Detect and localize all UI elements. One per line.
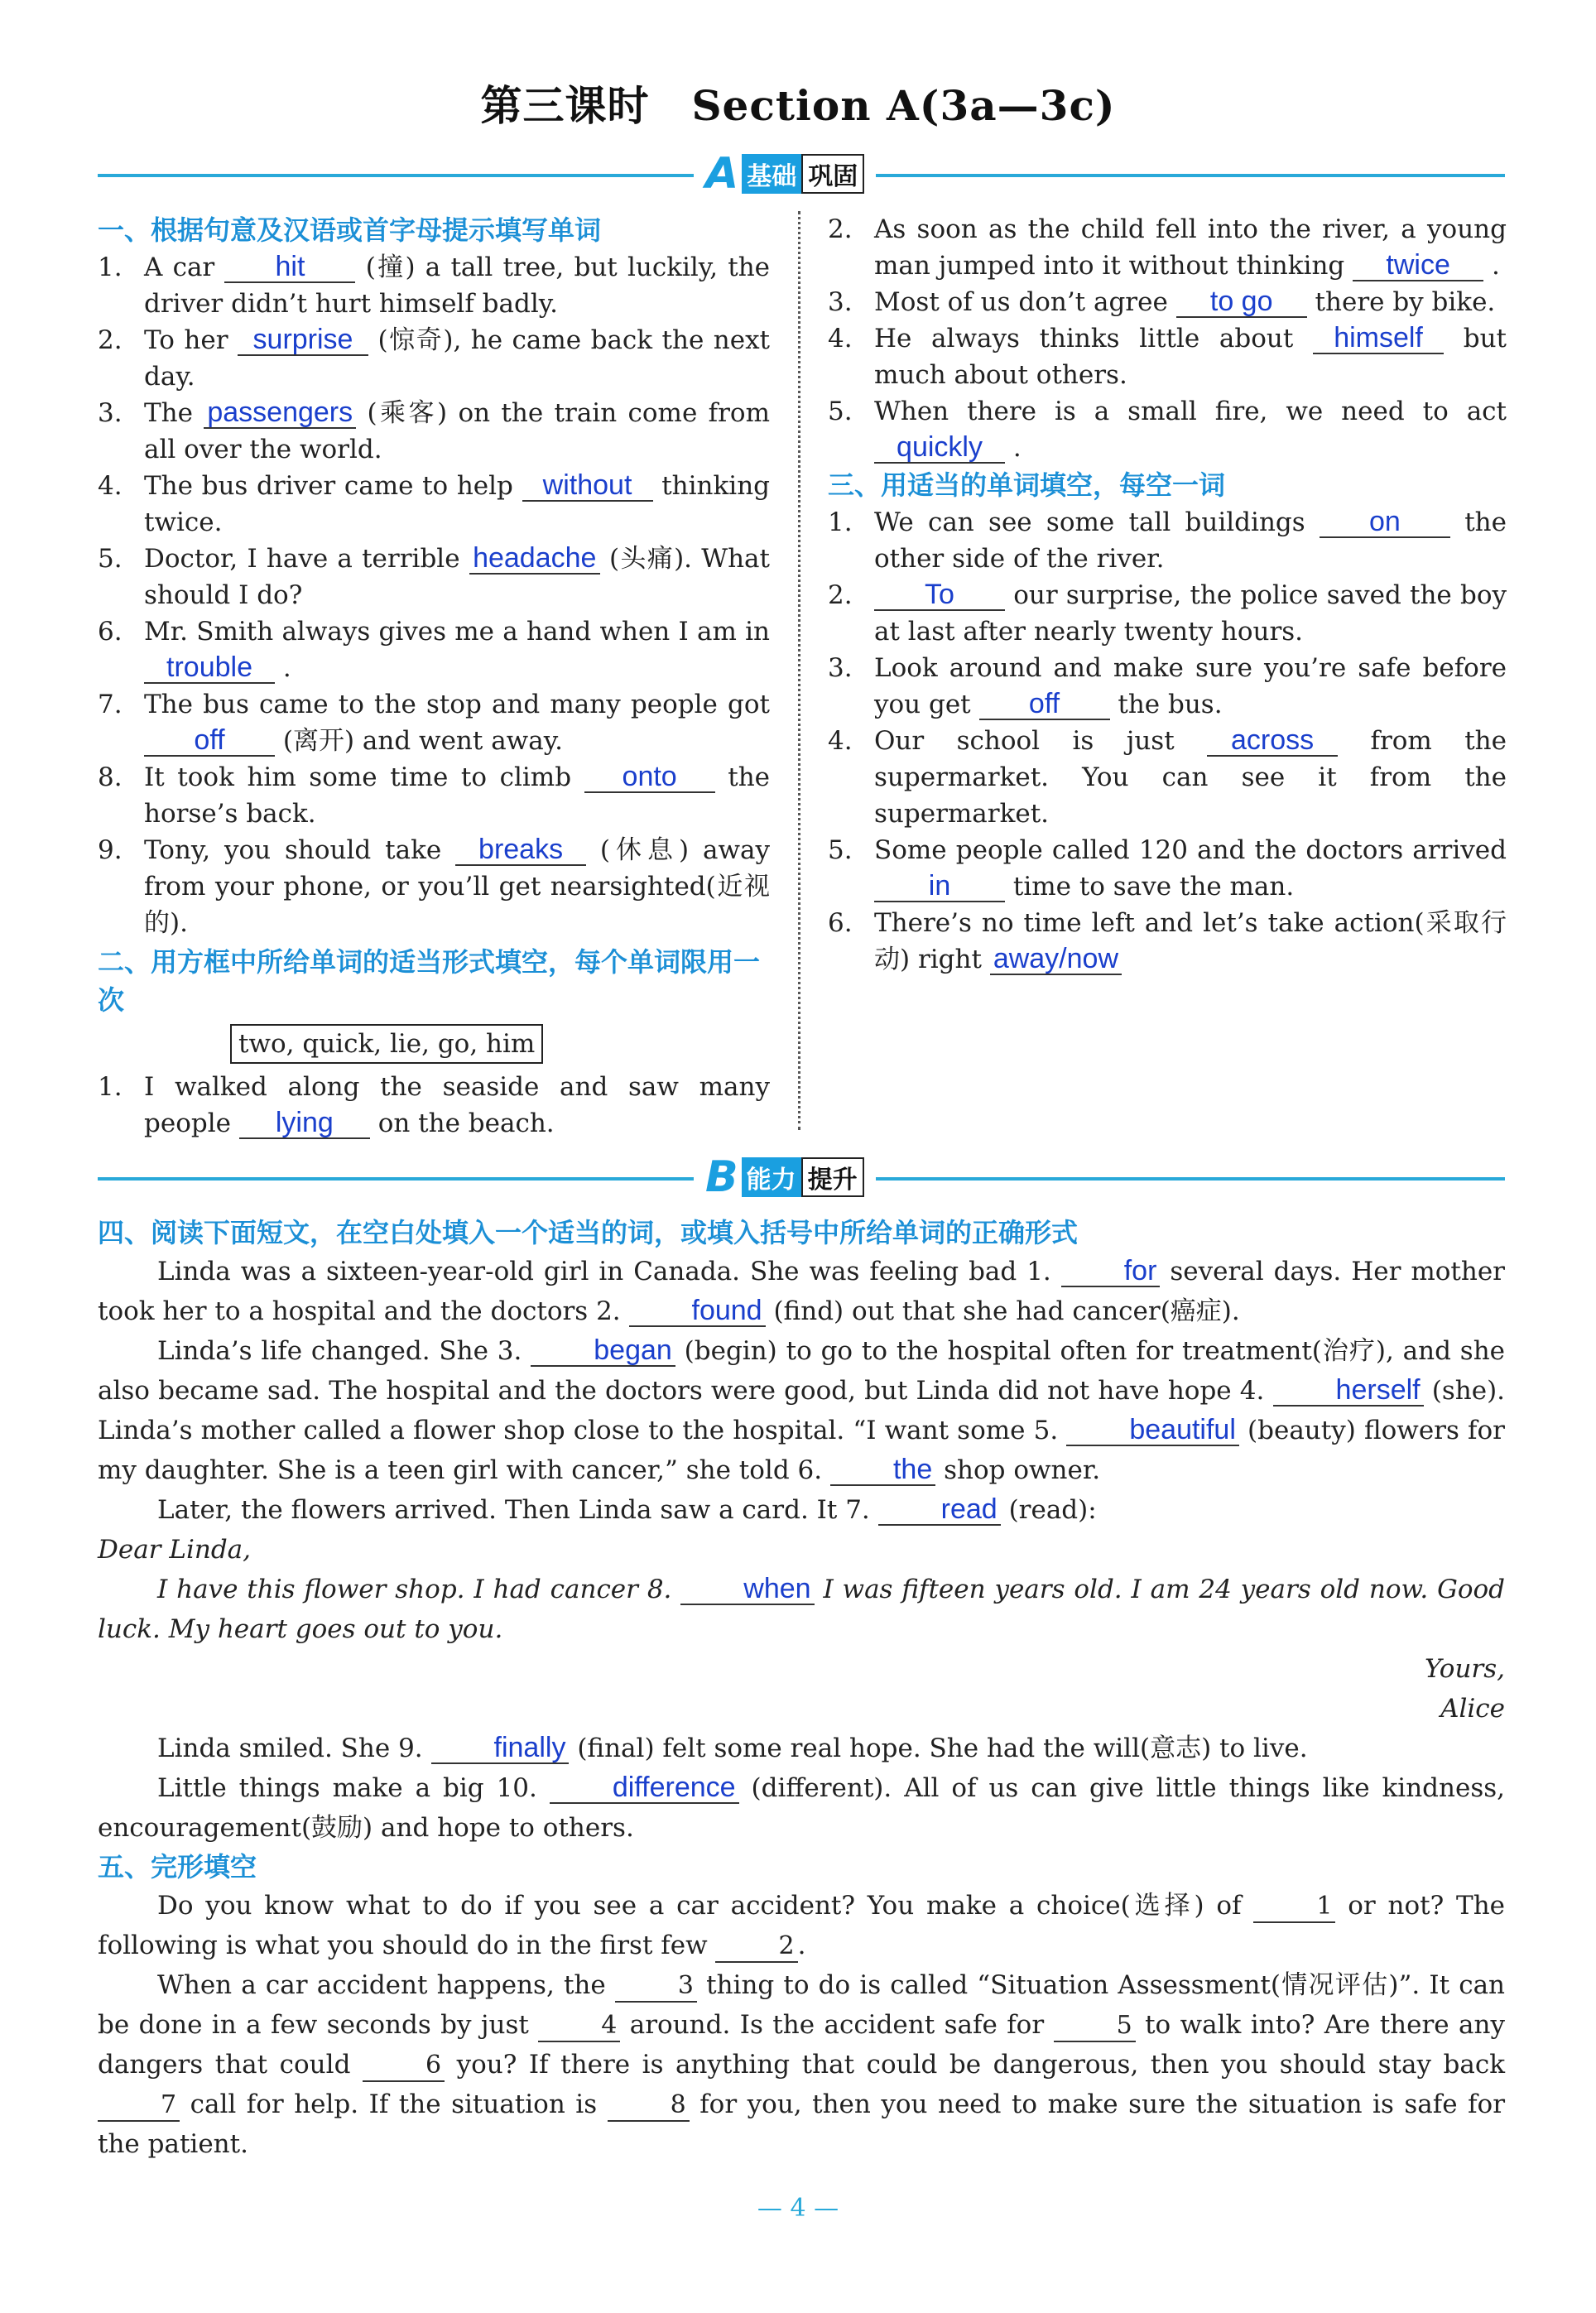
item-prompt-end: (离开) and went away. [282, 726, 563, 756]
answer-blank: difference [550, 1772, 739, 1804]
item-prompt-end: the other side of the river. [874, 507, 1507, 574]
answer-blank: off [979, 689, 1110, 720]
passage-text: (find) out that she had cancer(癌症). [773, 1296, 1240, 1326]
answer-blank: surprise [238, 325, 368, 356]
answer-blank: across [1207, 725, 1338, 757]
answer-blank: hit [224, 252, 355, 283]
exercise-item [98, 613, 770, 686]
answer-blank: the [830, 1455, 935, 1486]
item-text [874, 577, 1507, 650]
item-number: 5. [98, 544, 123, 574]
exercise-item [98, 395, 770, 468]
cloze-blank: 4 [538, 2011, 620, 2042]
left-column [98, 211, 770, 1142]
cloze-blank: 6 [363, 2051, 445, 2082]
answer-blank: away/now [990, 944, 1122, 975]
cloze-blank: 7 [98, 2090, 180, 2122]
banner-badge [694, 149, 876, 199]
item-prompt-end: . [1012, 433, 1022, 463]
passage-text: for you, then you need to make sure the situation is safe for the patient. [98, 2089, 1506, 2159]
letter-salutation: Dear Linda, [98, 1535, 252, 1565]
exercise-item [828, 577, 1507, 650]
item-prompt: To her [144, 325, 228, 355]
exercise-item [828, 832, 1507, 905]
item-prompt: Look around and make sure you’re safe before you get [874, 653, 1507, 719]
item-prompt-end: on the beach. [377, 1108, 555, 1138]
cloze-blank: 5 [1054, 2011, 1136, 2042]
exercise-item [828, 284, 1507, 320]
item-prompt: Doctor, I have a terrible [144, 544, 460, 574]
item-number: 3. [828, 653, 853, 683]
answer-blank: without [522, 470, 653, 502]
answer-blank: when [680, 1574, 814, 1605]
item-number: 1. [828, 507, 853, 537]
answer-blank: in [874, 871, 1005, 902]
answer-blank: lying [239, 1108, 370, 1139]
item-text [874, 284, 1507, 320]
passage-text: Linda was a sixteen-year-old girl in Canada. She was feeling bad 1. [157, 1257, 1051, 1286]
item-number: 3. [828, 287, 853, 317]
item-number: 2. [828, 214, 853, 244]
item-text [874, 832, 1507, 905]
passage-paragraph [98, 1490, 1505, 1530]
item-text [874, 393, 1507, 466]
passage-text: I have this flower shop. I had cancer 8. [157, 1575, 672, 1604]
item-prompt: The bus came to the stop and many people got [144, 690, 770, 719]
cloze-paragraph [98, 1965, 1505, 2164]
item-number: 8. [98, 762, 123, 792]
item-text [144, 686, 770, 759]
cloze-paragraph [98, 1886, 1505, 1965]
answer-blank: off [144, 725, 275, 757]
passage-text: (final) felt some real hope. She had the will(意志) to live. [577, 1734, 1308, 1763]
item-prompt-end: thinking twice. [144, 471, 770, 537]
answer-blank: finally [431, 1733, 570, 1764]
passage-text: around. Is the accident safe for [629, 2010, 1045, 2040]
item-prompt: The [144, 398, 193, 428]
passage-text: or not? The following is what you should do in the first few [98, 1891, 1506, 1960]
exercise-item [98, 686, 770, 759]
answer-blank: for [1061, 1256, 1161, 1287]
item-prompt: It took him some time to climb [144, 762, 572, 792]
section3-items [828, 504, 1507, 978]
cloze-blank: 1 [1253, 1892, 1335, 1923]
banner-advanced [98, 1152, 1505, 1202]
passage-text: (different). All of us can give little things like kindness, encouragement(鼓励) and hope to others. [98, 1773, 1505, 1843]
exercise-item [828, 723, 1507, 832]
banner-label-right: 巩固 [801, 154, 864, 194]
word-box: two, quick, lie, go, him [230, 1024, 543, 1064]
letter-signature: Alice [1440, 1694, 1505, 1724]
answer-blank: to go [1176, 286, 1307, 318]
item-number: 6. [98, 617, 123, 647]
answer-blank: onto [584, 762, 715, 793]
answer-blank: read [878, 1494, 1001, 1526]
item-number: 1. [98, 252, 123, 282]
banner-badge [694, 1152, 876, 1202]
passage-text: I was fifteen years old. I am 24 years old now. Good luck. My heart goes out to you. [98, 1575, 1506, 1644]
right-column [828, 211, 1507, 978]
item-number: 2. [98, 325, 123, 355]
item-number: 2. [828, 580, 853, 610]
passage-paragraph [98, 1252, 1505, 1331]
item-prompt: When there is a small fire, we need to act [874, 397, 1507, 426]
item-prompt-end: (休息) away from your phone, or you’ll get nearsighted(近视的). [144, 835, 770, 938]
exercise-item [98, 249, 770, 322]
item-text [874, 905, 1507, 978]
banner-letter: A [705, 149, 739, 199]
item-prompt-end: time to save the man. [1012, 872, 1295, 902]
column-divider [798, 211, 800, 1130]
banner-letter: B [705, 1152, 738, 1202]
section2-heading: 二、用方框中所给单词的适当形式填空，每个单词限用一次 [98, 946, 761, 1016]
item-text [144, 322, 770, 395]
item-number: 1. [98, 1072, 123, 1102]
item-prompt-end: . [282, 653, 291, 683]
cloze-blank: 8 [608, 2090, 690, 2122]
section2-items-right [828, 211, 1507, 466]
answer-blank: To [874, 579, 1005, 611]
banner-label-left: 基础 [742, 154, 801, 194]
answer-blank: herself [1273, 1375, 1424, 1407]
item-number: 9. [98, 835, 123, 865]
answer-blank: found [629, 1296, 766, 1327]
item-prompt: I walked along the seaside and saw many people [144, 1072, 770, 1138]
item-prompt: Tony, you should take [144, 835, 442, 865]
passage-text: When a car accident happens, the [157, 1970, 606, 2000]
letter-body [98, 1570, 1505, 1649]
item-text [874, 504, 1507, 577]
item-number: 7. [98, 690, 123, 719]
exercise-item [828, 905, 1507, 978]
banner-label-right: 提升 [801, 1157, 864, 1197]
item-prompt-end: (头痛). What should I do? [144, 544, 770, 610]
answer-blank: trouble [144, 652, 275, 684]
item-prompt-end: . [1491, 251, 1500, 281]
item-text [874, 650, 1507, 723]
passage-text: Linda smiled. She 9. [157, 1734, 423, 1763]
passage-text: (beauty) flowers for my daughter. She is a teen girl with cancer,” she told 6. [98, 1416, 1505, 1485]
item-number: 4. [828, 726, 853, 756]
item-prompt: As soon as the child fell into the river, a young man jumped into it without thinking [874, 214, 1507, 281]
item-prompt: We can see some tall buildings [874, 507, 1305, 537]
item-text [144, 832, 770, 941]
item-number: 3. [98, 398, 123, 428]
section4-heading: 四、阅读下面短文，在空白处填入一个适当的词，或填入括号中所给单词的正确形式 [98, 1217, 1079, 1248]
passage-text: Linda’s life changed. She 3. [157, 1336, 522, 1366]
passage-text: (she). Linda’s mother called a flower shop close to the hospital. “I want some 5. [98, 1376, 1506, 1445]
passage-text: Do you know what to do if you see a car accident? You make a choice(选择) of [157, 1891, 1242, 1921]
item-prompt: Some people called 120 and the doctors arrived [874, 835, 1507, 865]
passage-paragraph [98, 1331, 1505, 1490]
item-prompt-end: (惊奇), he came back the next day. [144, 325, 771, 392]
item-text [144, 541, 770, 613]
item-prompt: There’s no time left and let’s take action(采取行动) right [874, 908, 1507, 974]
item-prompt-end: our surprise, the police saved the boy at last after nearly twenty hours. [874, 580, 1507, 647]
letter-closing: Yours, [1425, 1654, 1505, 1684]
section1-heading: 一、根据句意及汉语或首字母提示填写单词 [98, 214, 602, 246]
exercise-item [98, 468, 770, 541]
section5-heading: 五、完形填空 [98, 1851, 257, 1883]
passage-text: (begin) to go to the hospital often for treatment(治疗), and she also became sad. The hospital and the doctors were good, but Linda did not have hope 4. [98, 1336, 1506, 1406]
item-prompt: Our school is just [874, 726, 1175, 756]
passage-text: call for help. If the situation is [190, 2089, 598, 2119]
item-text [144, 613, 770, 686]
page-title: 第三课时 Section A(3a—3c) [480, 81, 1116, 130]
exercise-item [828, 650, 1507, 723]
banner-label-left: 能力 [742, 1157, 801, 1197]
item-text [874, 211, 1507, 284]
exercise-item [828, 320, 1507, 393]
item-number: 5. [828, 397, 853, 426]
passage-text: several days. Her mother took her to a hospital and the doctors 2. [98, 1257, 1505, 1326]
answer-blank: himself [1313, 323, 1444, 354]
item-prompt-end: the horse’s back. [144, 762, 771, 829]
answer-blank: passengers [204, 397, 356, 429]
item-text [144, 468, 770, 541]
section3-heading: 三、用适当的单词填空，每空一词 [828, 469, 1226, 501]
item-number: 5. [828, 835, 853, 865]
exercise-item [98, 759, 770, 832]
section1-items [98, 249, 770, 941]
item-prompt-end: there by bike. [1315, 287, 1496, 317]
passage-text: Later, the flowers arrived. Then Linda saw a card. It 7. [157, 1495, 870, 1525]
passage-text: (read): [1008, 1495, 1097, 1525]
passage-text: you? If there is anything that could be dangerous, then you should stay back [456, 2050, 1505, 2080]
banner-basic [98, 149, 1505, 199]
item-text [144, 249, 770, 322]
exercise-item [98, 541, 770, 613]
item-prompt: Mr. Smith always gives me a hand when I am in [144, 617, 770, 647]
item-prompt: He always thinks little about [874, 324, 1294, 353]
item-prompt: A car [144, 252, 215, 282]
passage-paragraph [98, 1768, 1505, 1848]
item-prompt-end: the bus. [1118, 690, 1223, 719]
item-number: 6. [828, 908, 853, 938]
answer-blank: began [531, 1335, 675, 1367]
exercise-item [98, 832, 770, 941]
item-number: 4. [98, 471, 123, 501]
answer-blank: quickly [874, 432, 1005, 464]
answer-blank: twice [1353, 250, 1483, 281]
answer-blank: headache [469, 543, 600, 575]
exercise-item [828, 211, 1507, 284]
item-prompt: The bus driver came to help [144, 471, 513, 501]
exercise-item [828, 504, 1507, 577]
exercise-item [828, 393, 1507, 466]
answer-blank: beautiful [1066, 1415, 1239, 1446]
passage-text: shop owner. [944, 1455, 1101, 1485]
item-text [144, 395, 770, 468]
answer-blank: on [1320, 507, 1450, 538]
item-prompt-end: but much about others. [874, 324, 1507, 390]
item-prompt-end: (乘客) on the train come from all over the world. [144, 398, 770, 464]
item-prompt-end: from the supermarket. You can see it from the supermarket. [874, 726, 1507, 829]
cloze-blank: 3 [615, 1971, 697, 2003]
passage-paragraph [98, 1729, 1505, 1768]
item-text [874, 320, 1507, 393]
item-number: 4. [828, 324, 853, 353]
answer-blank: breaks [455, 834, 586, 866]
passage-text: thing to do is called “Situation Assessment(情况评估)”. It can be done in a few seconds by just [98, 1970, 1506, 2040]
page-number: — 4 — [757, 2194, 839, 2223]
item-text [144, 759, 770, 832]
item-prompt: Most of us don’t agree [874, 287, 1168, 317]
item-text [144, 1069, 770, 1142]
cloze-blank: 2 [715, 1931, 797, 1963]
item-prompt-end: (撞) a tall tree, but luckily, the driver didn’t hurt himself badly. [144, 252, 771, 319]
passage-text: Little things make a big 10. [157, 1773, 537, 1803]
section2-items-left [98, 1069, 770, 1142]
item-text [874, 723, 1507, 832]
exercise-item [98, 322, 770, 395]
passage-text: to walk into? Are there any dangers that could [98, 2010, 1505, 2080]
section4 [98, 1214, 1505, 2164]
exercise-item [98, 1069, 770, 1142]
passage-text: . [797, 1931, 806, 1960]
